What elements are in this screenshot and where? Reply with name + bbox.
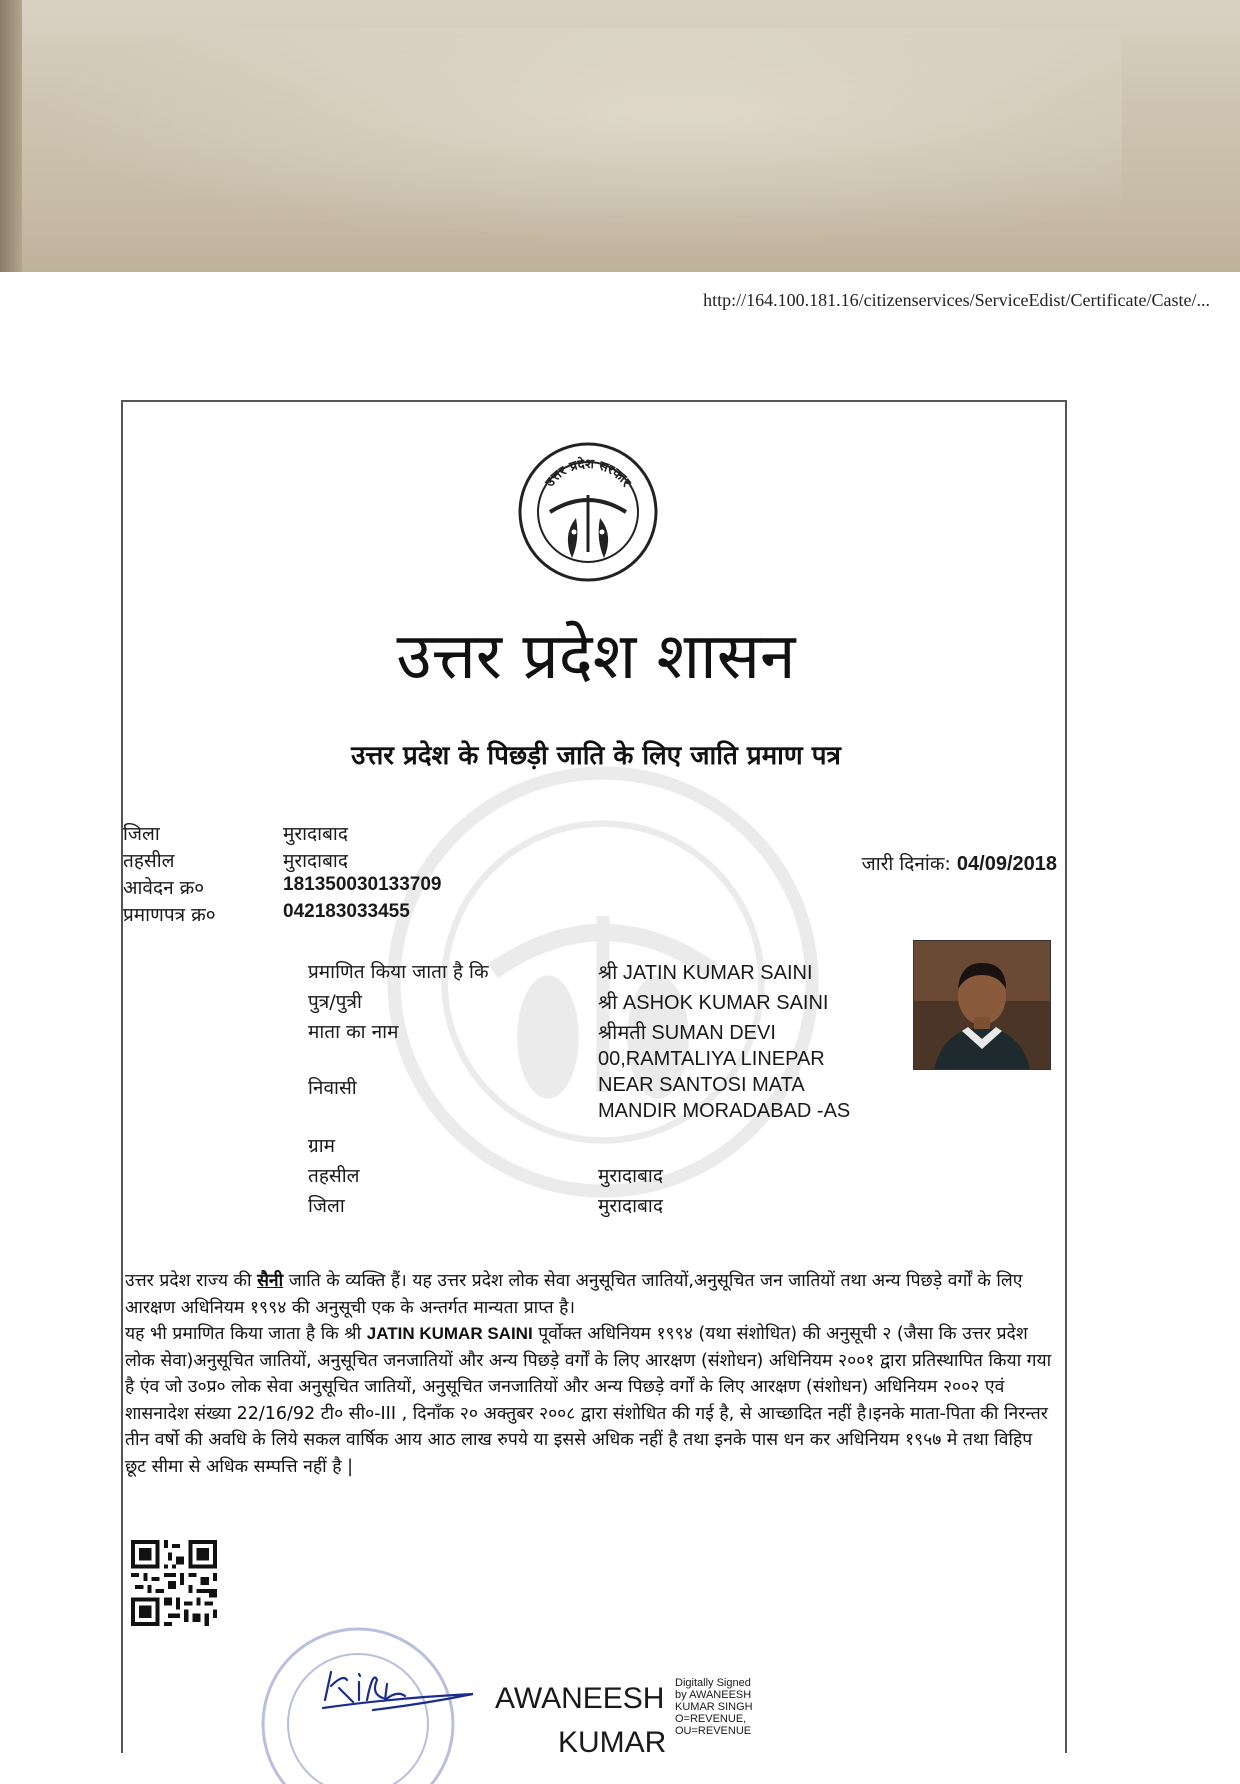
village-value [598,1132,898,1162]
relation-label: पुत्र/पुत्री [308,991,362,1013]
ds-line-3: KUMAR SINGH [675,1701,753,1713]
father-name: श्री ASHOK KUMAR SAINI [598,992,829,1014]
issue-date-value: 04/09/2018 [956,853,1057,875]
digital-signature-details [675,1677,753,1737]
applicant-details [308,958,898,1222]
certificate-body [125,1268,1055,1480]
paragraph-1 [125,1268,1055,1321]
ds-line-4: O=REVENUE, [675,1713,747,1725]
certificate-title: उत्तर प्रदेश के पिछड़ी जाति के लिए जाति प्रमाण पत्र [351,741,841,771]
certificate-frame [121,400,1067,1759]
address-line-3: MANDIR MORADABAD -AS [598,1100,851,1122]
paragraph-2-text-b: पूर्वोक्त अधिनियम १९९४ (यथा संशोधित) की अनुसूची २ (जैसा कि उत्तर प्रदेश लोक सेवा)अनुसूचित जातियों, अनुसूचित जनजातियों और अन्य पिछड़े वर्गों के लिए आरक्षण (संशोधन) अधिनियम २००१ द्वारा प्रतिस्थापित किया गया है एंव जो उ०प्र० लोक सेवा अनुसूचित जातियों, अनुसूचित जनजातियों और अन्य पिछड़े वर्गों के लिए आरक्षण (संशोधन) अधिनियम २००२ एवं शासनादेश संख्या 22/16/92 टी० सी०-III , दिनाँक २० अक्तुबर २००८ द्वारा संशोधित की गई है, से आच्छादित नहीं है।इनके माता-पिता की निरन्तर तीन वर्षो की अवधि के लिये सकल वार्षिक आय आठ लाख रुपये या इससे अधिक नहीं है तथा इनके पास धन कर अधिनियम १९५७ मे तथा विहिप छूट सीमा से अधिक सम्पत्ति नहीं है | [125,1324,1052,1477]
village-label: ग्राम [308,1135,335,1157]
signer-name-line-2: KUMAR [558,1726,667,1759]
govt-title: उत्तर प्रदेश शासन [396,620,796,694]
paragraph-1-text-a: उत्तर प्रदेश राज्य की [125,1271,258,1291]
signer-name-line-1: AWANEESH [495,1682,665,1715]
application-no-value: 181350030133709 [283,874,442,895]
scanned-cover-strip [0,0,1240,272]
ds-line-1: Digitally Signed [675,1677,751,1689]
qr-code [131,1540,217,1626]
address-line-2: NEAR SANTOSI MATA [598,1074,805,1096]
ds-line-5: OU=REVENUE [675,1725,752,1737]
applicant-name: श्री JATIN KUMAR SAINI [598,962,813,984]
address-line-1: 00,RAMTALIYA LINEPAR [598,1048,825,1070]
district-label: जिला [123,823,160,845]
paragraph-2 [125,1321,1055,1480]
certified-label: प्रमाणित किया जाता है कि [308,961,489,983]
mother-name: श्रीमती SUMAN DEVI [598,1022,776,1044]
tehsil-label: तहसील [123,850,175,872]
handwritten-signature [313,1660,483,1720]
certificate-no-value: 042183033455 [283,901,410,922]
application-no-label: आवेदन क्र० [123,877,205,899]
ds-line-2: by AWANEESH [675,1689,752,1701]
paragraph-2-name: JATIN KUMAR SAINI [366,1324,533,1343]
certificate-no-label: प्रमाणपत्र क्र० [123,904,216,926]
tehsil-value: मुरादाबाद [283,850,348,872]
person-district-label: जिला [308,1195,345,1217]
up-govt-emblem [516,440,660,584]
person-district-value: मुरादाबाद [598,1195,663,1217]
paragraph-2-text-a: यह भी प्रमाणित किया जाता है कि श्री [125,1324,367,1344]
person-tehsil-value: मुरादाबाद [598,1165,663,1187]
applicant-photo [913,940,1051,1070]
resident-label: निवासी [308,1077,357,1099]
print-url: http://164.100.181.16/citizenservices/ServiceEdist/Certificate/Caste/... [703,290,1210,310]
issue-date-label: जारी दिनांक: [861,853,951,875]
certificate-meta [123,820,442,928]
paragraph-1-text-b: जाति के व्यक्ति हैं। यह उत्तर प्रदेश लोक सेवा अनुसूचित जातियों,अनुसूचित जन जातियों तथा अन्य पिछड़े वर्गों के लिए आरक्षण अधिनियम १९९४ की अनुसूची एक के अन्तर्गत मान्यता प्राप्त है। [125,1271,1023,1318]
caste-name: सैनी [257,1271,284,1291]
person-tehsil-label: तहसील [308,1165,360,1187]
mother-label: माता का नाम [308,1021,399,1043]
issue-date [862,850,1057,876]
district-value: मुरादाबाद [283,823,348,845]
svg-text:उत्तर प्रदेश सरकार: उत्तर प्रदेश सरकार [542,456,634,491]
